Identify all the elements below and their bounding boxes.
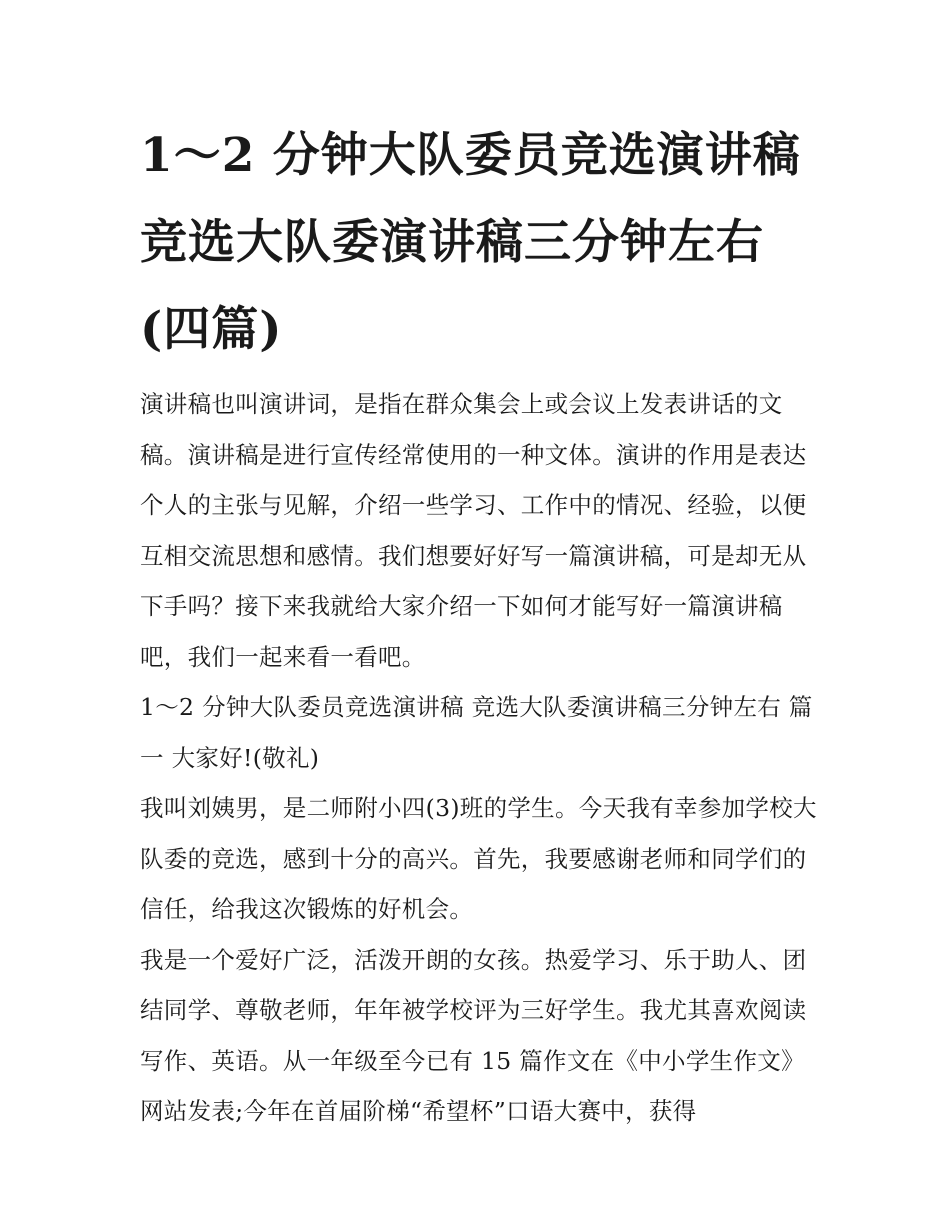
paragraph-hobbies: 我是一个爱好广泛，活泼开朗的女孩。热爱学习、乐于助人、团结同学、尊敬老师，年年被学校评为三好学生。我尤其喜欢阅读写作、英语。从一年级至今已有 15 篇作文在《中小学生作文》网站发表;今年在首届阶梯“希望杯”口语大赛中，获得	[140, 945, 807, 1125]
document-title: 1～2 分钟大队委员竞选演讲稿 竞选大队委演讲稿三分钟左右(四篇)	[140, 128, 801, 357]
paragraph-self-intro: 我叫刘姨男，是二师附小四(3)班的学生。今天我有幸参加学校大队委的竞选，感到十分的高兴。首先，我要感谢老师和同学们的信任，给我这次锻炼的好机会。	[140, 794, 817, 923]
document-content	[140, 112, 820, 1137]
paragraph-intro: 演讲稿也叫演讲词，是指在群众集会上或会议上发表讲话的文稿。演讲稿是进行宣传经常使用的一种文体。演讲的作用是表达个人的主张与见解，介绍一些学习、工作中的情况、经验，以便互相交流思想和感情。我们想要好好写一篇演讲稿，可是却无从下手吗？接下来我就给大家介绍一下如何才能写好一篇演讲稿吧，我们一起来看一看吧。	[140, 390, 807, 671]
paragraph-heading-one: 1～2 分钟大队委员竞选演讲稿 竞选大队委演讲稿三分钟左右 篇一 大家好!(敬礼)	[140, 693, 813, 772]
